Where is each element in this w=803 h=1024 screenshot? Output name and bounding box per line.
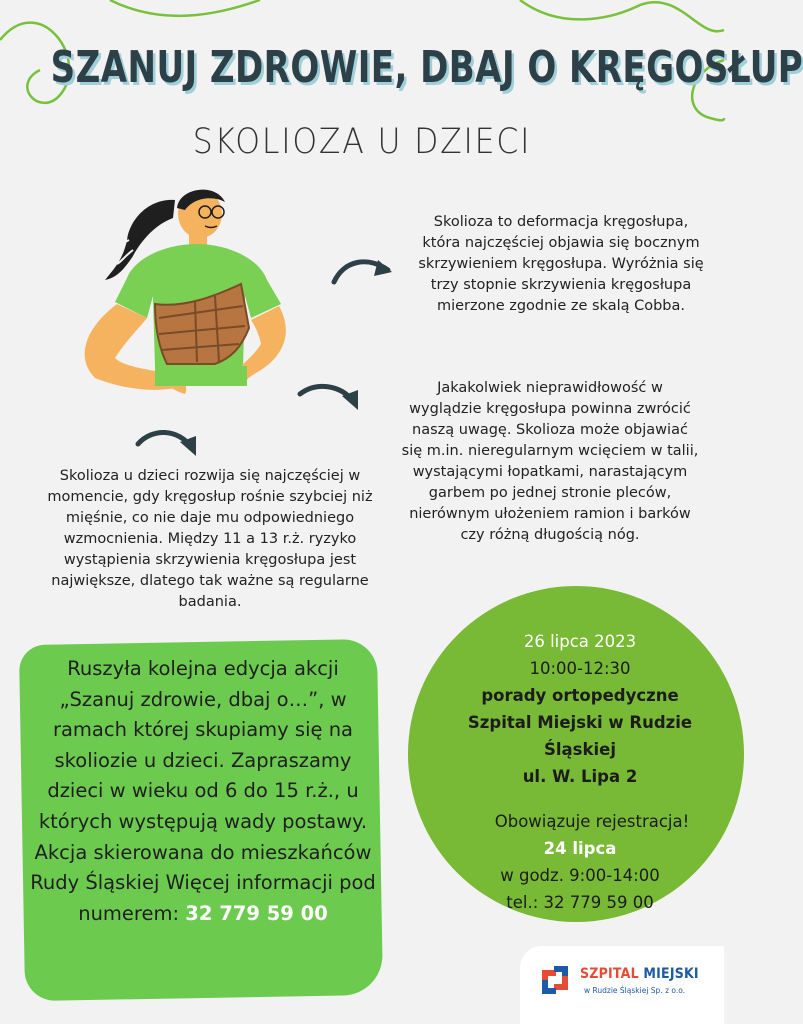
registration-hours: w godz. 9:00-14:00 <box>500 866 660 885</box>
event-time: 10:00-12:30 <box>529 659 631 678</box>
person-illustration <box>55 178 305 418</box>
logo-name: SZPITAL MIEJSKI <box>580 966 699 982</box>
campaign-text <box>28 654 378 929</box>
info-paragraph-causes: Skolioza u dzieci rozwija się najczęściej w momencie, gdy kręgosłup rośnie szybciej niż mięśnie, co nie daje mu odpowiedniego wzmocnienia. Między 11 a 13 r.ż. ryzyko wystąpienia skrzywienia kręgosłupa jest największe, dlatego tak ważne są regularne badania. <box>47 468 373 610</box>
arrow-icon <box>330 250 400 290</box>
page-subtitle: SKOLIOZA U DZIECI <box>192 122 532 162</box>
event-place: Szpital Miejski w Rudzie Śląskiej <box>467 713 693 759</box>
event-details <box>430 628 730 916</box>
page-title: SZANUJ ZDROWIE, DBAJ O KRĘGOSŁUP <box>50 42 803 93</box>
event-address: ul. W. Lipa 2 <box>522 767 638 786</box>
info-paragraph-symptoms: Jakakolwiek nieprawidłowość w wyglądzie kręgosłupa powinna zwrócić naszą uwagę. Skolioza może objawiać się m.in. nieregularnym wcięciem w talii, wystającymi łopatkami, narastającym garbem po jednej stronie pleców, nierównym ułożeniem ramion i barków czy różną długością nóg. <box>401 380 699 543</box>
hospital-logo-icon <box>536 962 574 998</box>
event-service: porady ortopedyczne <box>481 686 679 705</box>
logo-subtitle: w Rudzie Śląskiej Sp. z o.o. <box>584 986 686 995</box>
arrow-icon <box>296 376 366 416</box>
info-paragraph-definition: Skolioza to deformacja kręgosłupa, która najczęściej objawia się bocznym skrzywieniem kręgosłupa. Wyróżnia się trzy stopnie skrzywienia kręgosłupa mierzone zgodnie ze skalą Cobba. <box>418 214 704 314</box>
arrow-icon <box>134 424 204 464</box>
registration-note: Obowiązuje rejestracja! <box>494 812 690 831</box>
registration-phone: tel.: 32 779 59 00 <box>506 893 654 912</box>
campaign-description: Ruszyła kolejna edycja akcji „Szanuj zdrowie, dbaj o…”, w ramach której skupiamy się na skoliozie u dzieci. Zapraszamy dzieci w wieku od 6 do 15 r.ż., u których występują wady postawy. Akcja skierowana do mieszkańców Rudy Śląskiej Więcej informacji pod numerem: <box>30 657 376 925</box>
event-date: 26 lipca 2023 <box>523 632 637 651</box>
registration-date: 24 lipca <box>543 839 617 858</box>
campaign-phone: 32 779 59 00 <box>185 901 328 925</box>
